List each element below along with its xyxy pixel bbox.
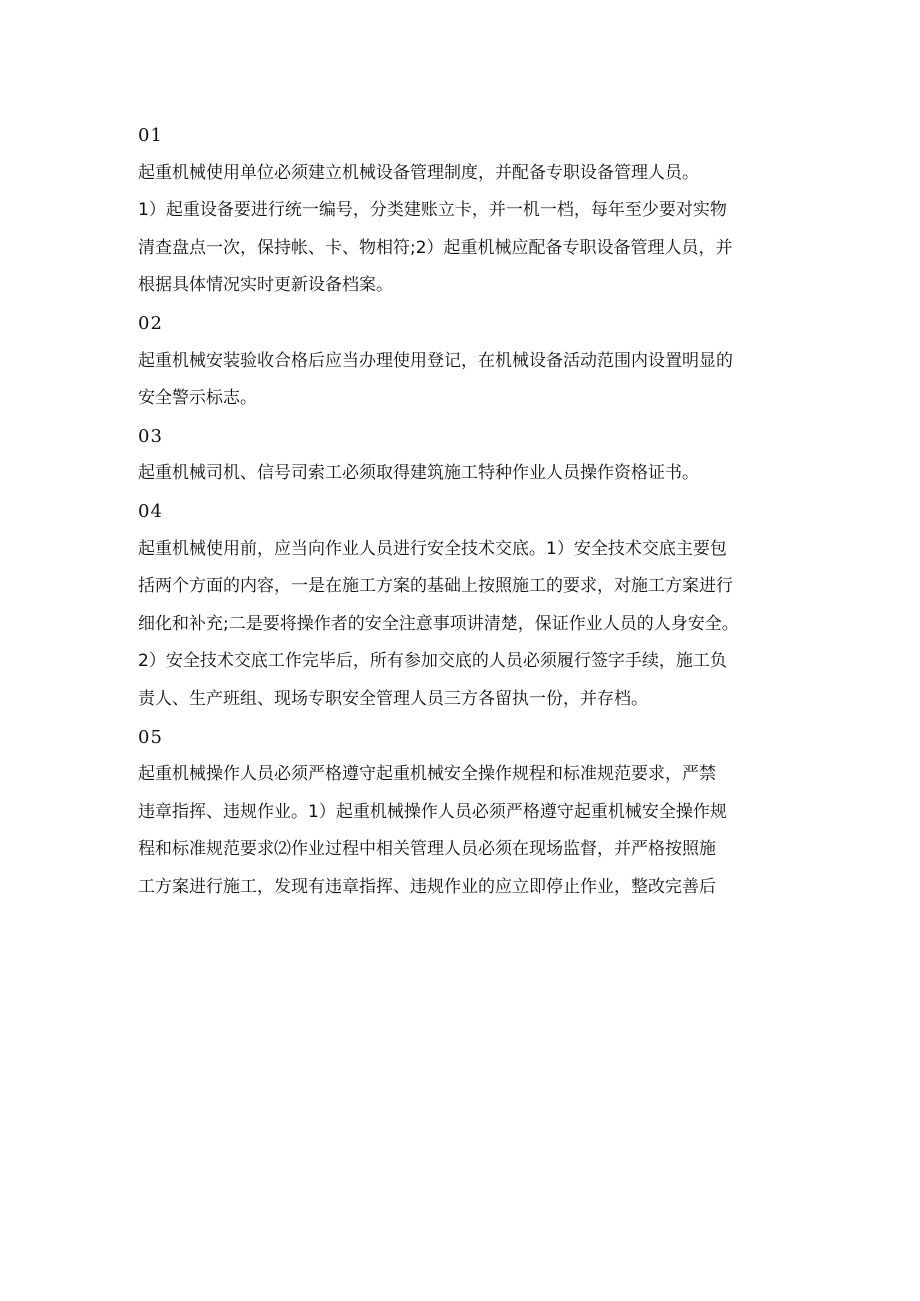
section-number: 01 bbox=[138, 125, 163, 146]
document-body bbox=[138, 117, 788, 906]
section-number: 02 bbox=[138, 312, 163, 334]
paragraph-line: 细化和补充;二是要将操作者的安全注意事项讲清楚，保证作业人员的人身安全。 bbox=[138, 613, 739, 634]
paragraph-line: 清查盘点一次，保持帐、卡、物相符;2）起重机械应配备专职设备管理人员，并 bbox=[138, 237, 733, 258]
section-number: 04 bbox=[138, 500, 163, 522]
paragraph-line: 起重机械安装验收合格后应当办理使用登记，在机械设备活动范围内设置明显的 bbox=[138, 350, 733, 371]
paragraph-line: 起重机械司机、信号司索工必须取得建筑施工特种作业人员操作资格证书。 bbox=[138, 463, 699, 484]
paragraph-line: 责人、生产班组、现场专职安全管理人员三方各留执一份，并存档。 bbox=[138, 688, 648, 709]
paragraph-line: 起重机械使用单位必须建立机械设备管理制度，并配备专职设备管理人员。 bbox=[138, 162, 699, 183]
paragraph-line: 违章指挥、违规作业。1）起重机械操作人员必须严格遵守起重机械安全操作规 bbox=[138, 801, 727, 822]
paragraph-line: 工方案进行施工，发现有违章指挥、违规作业的应立即停止作业，整改完善后 bbox=[138, 876, 716, 897]
paragraph-line: 安全警示标志。 bbox=[138, 388, 257, 409]
paragraph-line: 起重机械操作人员必须严格遵守起重机械安全操作规程和标准规范要求，严禁 bbox=[138, 764, 716, 785]
section-number: 03 bbox=[138, 425, 163, 447]
paragraph-line: 1）起重设备要进行统一编号，分类建账立卡，并一机一档，每年至少要对实物 bbox=[138, 200, 727, 221]
paragraph-line: 程和标准规范要求⑵作业过程中相关管理人员必须在现场监督，并严格按照施 bbox=[138, 839, 716, 860]
section-number: 05 bbox=[138, 726, 163, 748]
paragraph-line: 2）安全技术交底工作完毕后，所有参加交底的人员必须履行签字手续，施工负 bbox=[138, 651, 727, 672]
paragraph-line: 括两个方面的内容，一是在施工方案的基础上按照施工的要求，对施工方案进行 bbox=[138, 576, 733, 597]
paragraph-line: 根据具体情况实时更新设备档案。 bbox=[138, 275, 393, 296]
paragraph-line: 起重机械使用前，应当向作业人员进行安全技术交底。1）安全技术交底主要包 bbox=[138, 538, 727, 559]
